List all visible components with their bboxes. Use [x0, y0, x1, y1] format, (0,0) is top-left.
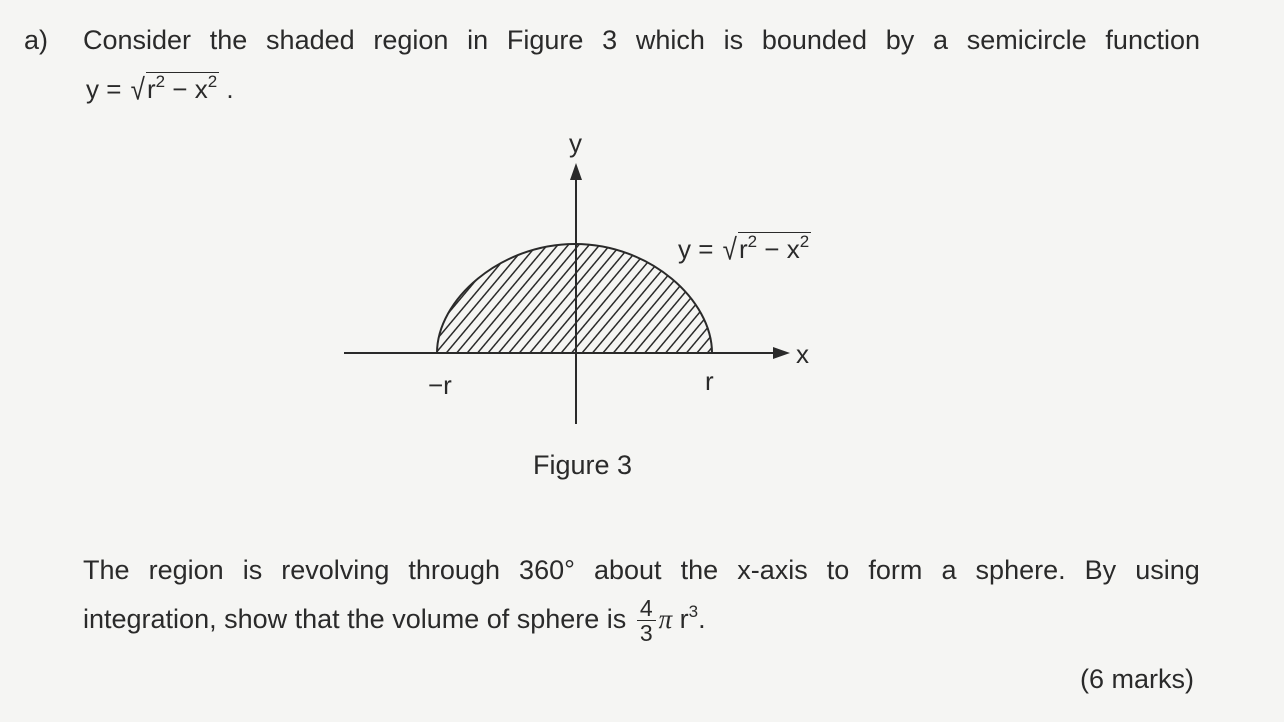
word: Consider: [83, 25, 192, 55]
x-axis-arrow: [773, 347, 790, 359]
body-line-1: [83, 555, 1200, 586]
word: through: [408, 555, 500, 585]
word: to: [826, 555, 850, 585]
word: revolving: [281, 555, 390, 585]
function-period: .: [226, 74, 234, 104]
word: a: [941, 555, 957, 585]
shaded-semicircle-region: [437, 244, 712, 353]
word: a: [932, 25, 948, 55]
word: form: [868, 555, 923, 585]
radical-sign: √: [130, 71, 145, 107]
function-lhs: y =: [86, 74, 122, 104]
word: using: [1135, 555, 1200, 585]
word: The: [83, 555, 130, 585]
word: which: [635, 25, 705, 55]
y-axis-label: y: [569, 128, 582, 158]
word: By: [1084, 555, 1117, 585]
radicand: $r^2 - x^2$: [146, 72, 218, 104]
y-axis-arrow: [570, 163, 582, 180]
curve-label: $y = √r^2 - x^2$: [678, 231, 810, 267]
r-label: r: [705, 366, 714, 396]
word: is: [723, 25, 744, 55]
word: region: [373, 25, 449, 55]
x-axis-label: x: [796, 339, 809, 369]
neg-r-label: −r: [428, 370, 452, 400]
word: 3: [602, 25, 618, 55]
word: about: [593, 555, 662, 585]
word: Figure: [506, 25, 584, 55]
word: in: [467, 25, 489, 55]
word: 360°: [519, 555, 575, 585]
word: x-axis: [737, 555, 808, 585]
body-line-2: integration, show that the volume of sphere is $\frac{4}{3}$ π $r^3$.: [83, 595, 706, 647]
word: shaded: [266, 25, 355, 55]
marks-label: (6 marks): [1080, 664, 1194, 694]
word: semicircle: [966, 25, 1087, 55]
figure-caption: Figure 3: [533, 450, 633, 480]
word: region: [148, 555, 224, 585]
word: the: [209, 25, 248, 55]
word: bounded: [761, 25, 867, 55]
word: function: [1105, 25, 1200, 55]
word: by: [885, 25, 915, 55]
part-label: a): [24, 25, 49, 55]
word: sphere.: [975, 555, 1066, 585]
curve-square-root: $√r^2 - x^2$: [722, 231, 810, 267]
word: the: [680, 555, 719, 585]
word: is: [242, 555, 263, 585]
pi-symbol: π: [658, 603, 673, 634]
fraction-four-thirds: $\frac{4}{3}$: [637, 596, 656, 645]
